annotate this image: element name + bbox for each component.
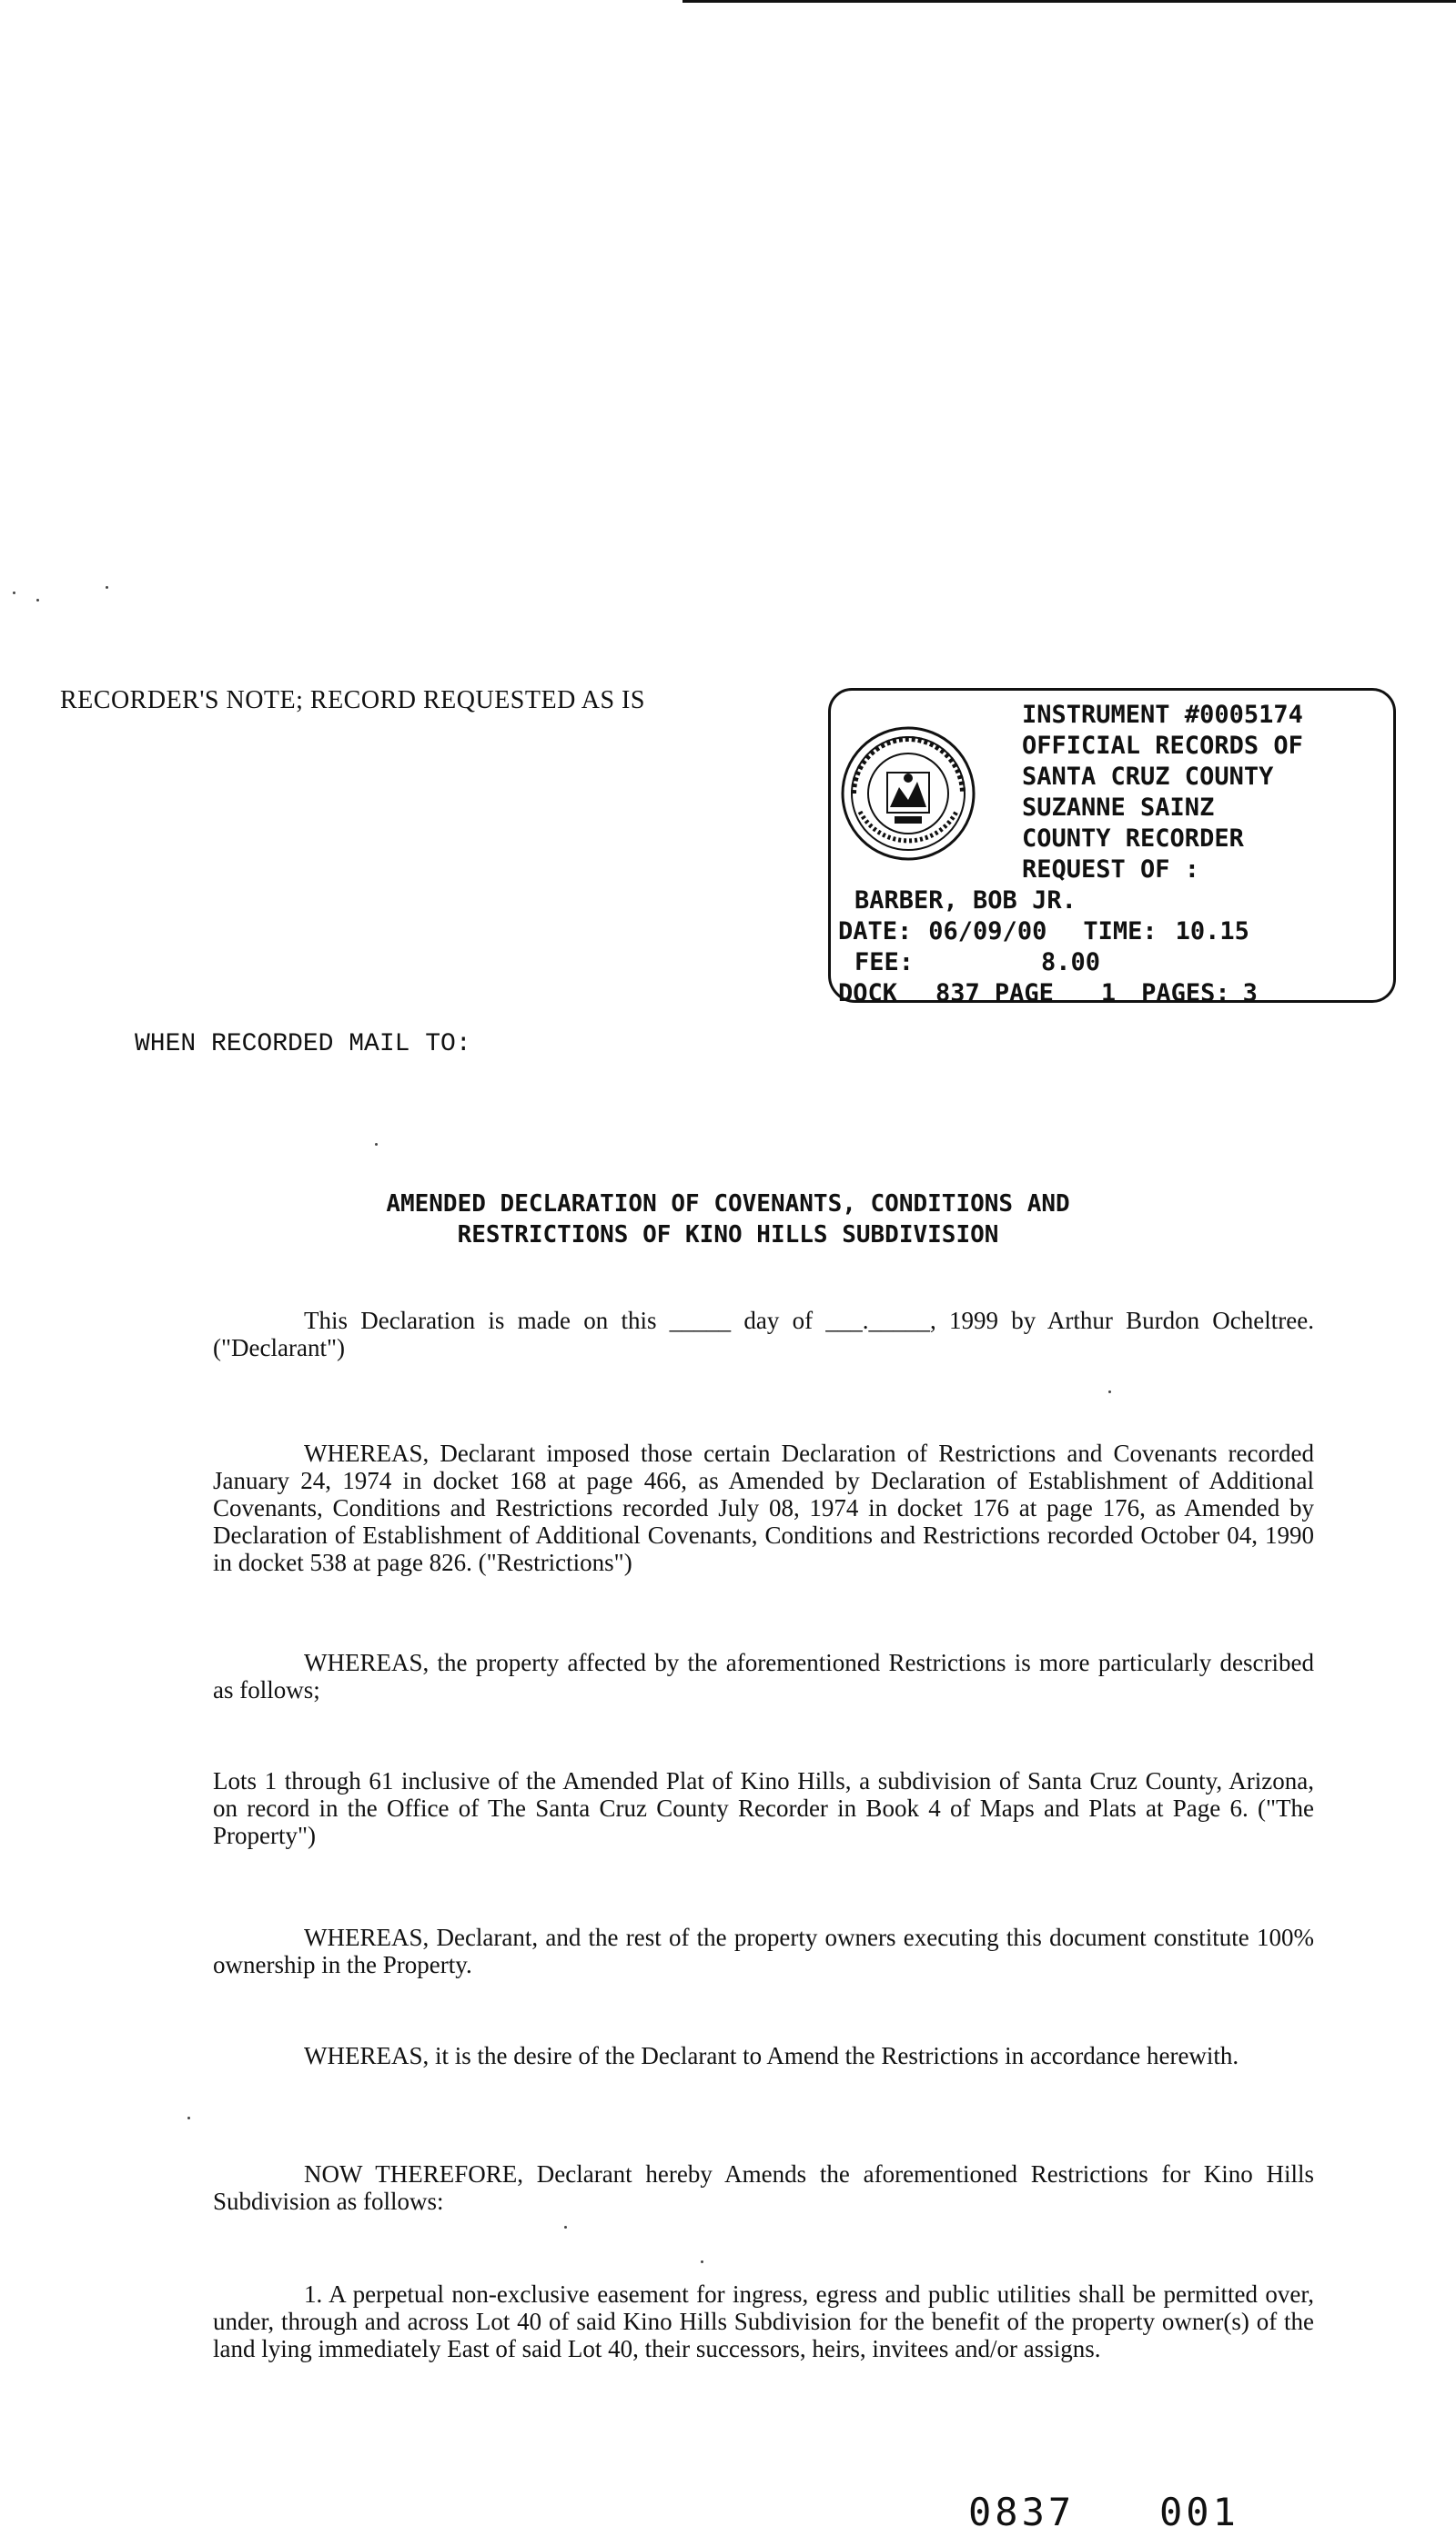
title-line-2: RESTRICTIONS OF KINO HILLS SUBDIVISION	[457, 1221, 999, 1249]
stamp-pages-value: 3	[1242, 979, 1258, 1007]
stamp-time-label: TIME:	[1083, 917, 1158, 945]
recorders-note: RECORDER'S NOTE; RECORD REQUESTED AS IS	[60, 686, 645, 714]
stamp-dock-row	[831, 978, 1393, 1009]
stamp-fee-value: 8.00	[1041, 948, 1101, 976]
stamp-fee-label: FEE:	[854, 948, 915, 976]
stamp-request-of: REQUEST OF :	[1022, 855, 1200, 884]
stamp-recorder-name: SUZANNE SAINZ	[1022, 794, 1215, 822]
stamp-fee-row	[831, 947, 1393, 978]
top-scan-edge	[682, 0, 1456, 3]
stamp-page-label: PAGE	[994, 979, 1054, 1007]
stamp-page-value: 1	[1100, 979, 1117, 1007]
stamp-date-row	[831, 916, 1393, 947]
document-title	[182, 1188, 1274, 1250]
paragraph-whereas-desire: WHEREAS, it is the desire of the Declarant to Amend the Restrictions in accordance herewith.	[304, 2042, 1239, 2069]
stamp-date-value: 06/09/00	[928, 917, 1047, 945]
stamp-pages-label: PAGES:	[1141, 979, 1230, 1007]
footer-docket-number: 0837	[968, 2490, 1076, 2534]
paragraph-whereas-restrictions: WHEREAS, Declarant imposed those certain Declaration of Restrictions and Covenants recorded January 24, 1974 in docket 168 at page 466, as Amended by Declaration of Establishment of Additional Covenants, Conditions and Restrictions recorded July 08, 1974 in docket 176 at page 176, as Amended by Declaration of Establishment of Additional Covenants, Conditions and Restrictions recorded October 04, 1990 in docket 538 at page 826. ("Restrictions")	[213, 1440, 1314, 1576]
paragraph-whereas-ownership: WHEREAS, Declarant, and the rest of the property owners executing this document constitute 100% ownership in the Property.	[213, 1924, 1314, 1978]
stamp-requester: BARBER, BOB JR.	[854, 886, 1077, 915]
stamp-dock-value: 837	[935, 979, 980, 1007]
stamp-official-records: OFFICIAL RECORDS OF	[1022, 732, 1303, 760]
paragraph-now-therefore: NOW THEREFORE, Declarant hereby Amends the aforementioned Restrictions for Kino Hills Subdivision as follows:	[213, 2160, 1314, 2215]
paragraph-declaration-date: This Declaration is made on this _____ day of ___._____, 1999 by Arthur Burdon Ocheltree. ("Declarant")	[213, 1307, 1314, 1361]
title-line-1: AMENDED DECLARATION OF COVENANTS, CONDITIONS AND	[386, 1190, 1070, 1218]
paragraph-legal-description: Lots 1 through 61 inclusive of the Amended Plat of Kino Hills, a subdivision of Santa Cruz County, Arizona, on record in the Office of The Santa Cruz County Recorder in Book 4 of Maps and Plats at Page 6. ("The Property")	[213, 1767, 1314, 1849]
paragraph-easement: 1. A perpetual non-exclusive easement for ingress, egress and public utilities shall be permitted over, under, through and across Lot 40 of said Kino Hills Subdivision for the benefit of the property owner(s) of the land lying immediately East of said Lot 40, their successors, heirs, invitees and/or assigns.	[213, 2280, 1314, 2362]
recorder-stamp	[828, 688, 1396, 1007]
stamp-county: SANTA CRUZ COUNTY	[1022, 763, 1274, 791]
paragraph-whereas-property: WHEREAS, the property affected by the aforementioned Restrictions is more particularly described as follows;	[213, 1649, 1314, 1704]
stamp-instrument: INSTRUMENT #0005174	[1022, 701, 1303, 729]
stamp-dock-label: DOCK	[838, 979, 898, 1007]
stamp-date-label: DATE:	[838, 917, 913, 945]
stamp-recorder-title: COUNTY RECORDER	[1022, 824, 1244, 853]
when-recorded-mail-to: WHEN RECORDED MAIL TO:	[135, 1030, 471, 1058]
stamp-time-value: 10.15	[1175, 917, 1249, 945]
footer-page-number: 001	[1159, 2490, 1239, 2534]
